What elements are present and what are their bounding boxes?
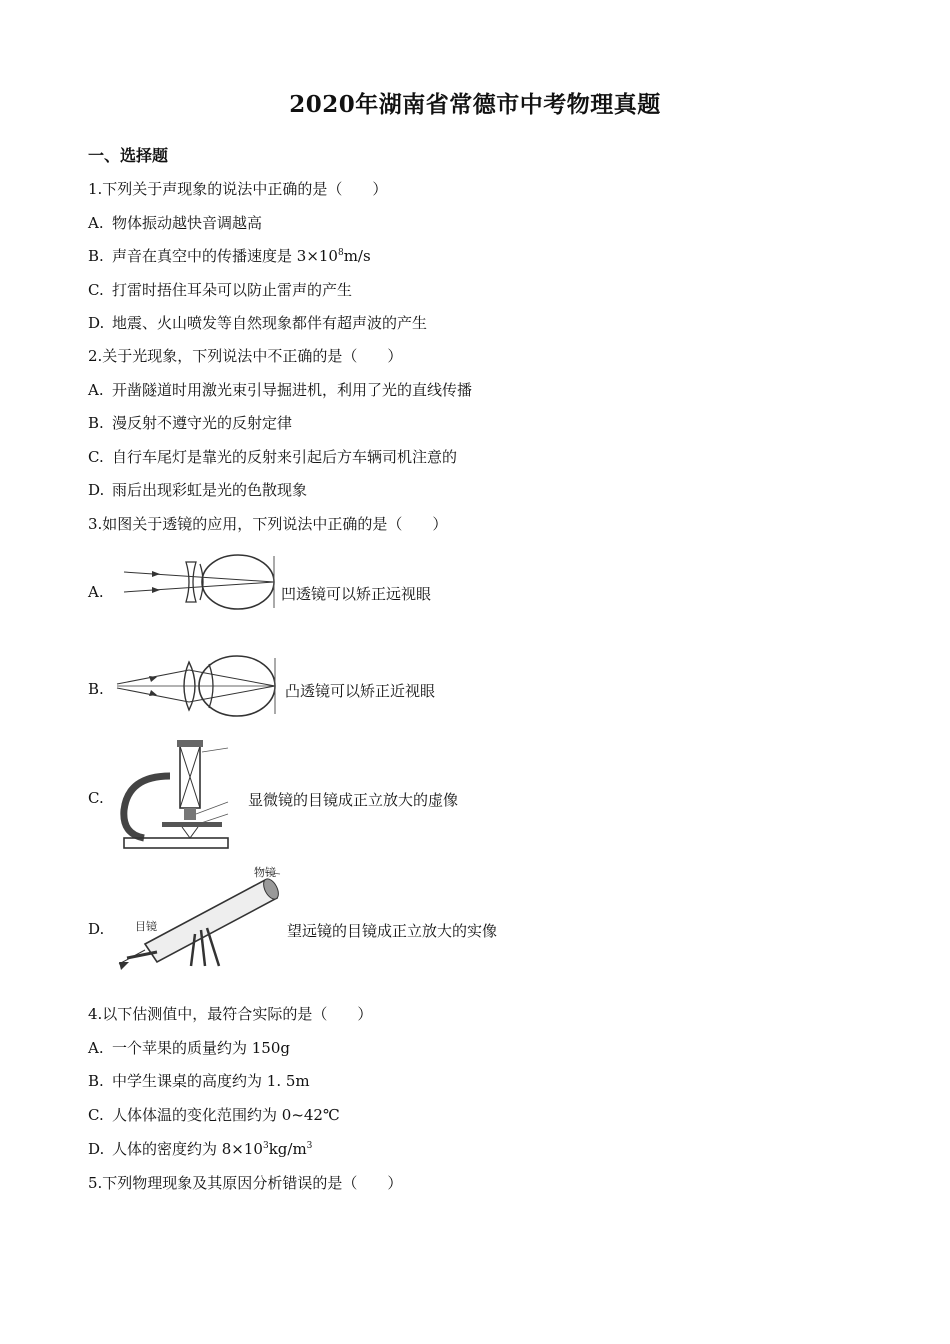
- superscript: 3: [306, 1141, 313, 1151]
- option-letter: A.: [88, 214, 104, 232]
- question-3-option-d-letter: D.: [88, 920, 105, 938]
- option-letter: B.: [88, 1072, 104, 1090]
- option-unit: m/s: [343, 247, 371, 265]
- question-3-option-d-text: 望远镜的目镜成正立放大的实像: [287, 922, 498, 940]
- option-letter: B.: [88, 414, 104, 432]
- option-text: 雨后出现彩虹是光的色散现象: [112, 481, 308, 499]
- document-title: 2020年湖南省常德市中考物理真题: [289, 91, 661, 118]
- question-2-option-b: [88, 412, 292, 433]
- question-4-option-b: [88, 1070, 310, 1091]
- question-2-stem: 2.关于光现象，下列说法中不正确的是（ ）: [88, 347, 403, 365]
- option-letter: D.: [88, 481, 105, 499]
- question-3-option-c-text: 显微镜的目镜成正立放大的虚像: [248, 791, 459, 809]
- question-3-stem: 3.如图关于透镜的应用，下列说法中正确的是（ ）: [88, 515, 448, 533]
- section-heading: 一、选择题: [88, 146, 169, 165]
- option-text: 漫反射不遵守光的反射定律: [112, 414, 293, 432]
- question-5-stem: 5.下列物理现象及其原因分析错误的是（ ）: [88, 1174, 403, 1192]
- question-3-option-b-text: 凸透镜可以矫正近视眼: [285, 682, 436, 700]
- telescope-diagram: [115, 866, 285, 976]
- option-letter: C.: [88, 448, 104, 466]
- question-4-option-d: [88, 1138, 312, 1159]
- question-3-option-a-text: 凹透镜可以矫正远视眼: [281, 585, 432, 603]
- option-text: 物体振动越快音调越高: [112, 214, 263, 232]
- question-2-option-d: [88, 479, 307, 500]
- question-2-option-c: [88, 446, 457, 467]
- question-1-option-b: [88, 245, 371, 266]
- option-text: 打雷时捂住耳朵可以防止雷声的产生: [112, 281, 353, 299]
- eyepiece-label: 目镜: [135, 920, 157, 933]
- question-1-option-a: [88, 212, 262, 233]
- option-letter: B.: [88, 247, 104, 265]
- superscript: 3: [262, 1141, 269, 1151]
- microscope-diagram: [110, 738, 245, 850]
- question-4-option-a: [88, 1037, 290, 1058]
- question-3-option-a-letter: A.: [88, 583, 104, 601]
- question-3-option-b-letter: B.: [88, 680, 104, 698]
- question-1-stem: 1.下列关于声现象的说法中正确的是（ ）: [88, 180, 388, 198]
- option-letter: C.: [88, 1106, 104, 1124]
- option-letter: D.: [88, 1140, 105, 1158]
- option-text: 声音在真空中的传播速度是 3×10: [112, 247, 338, 265]
- question-3-option-c-letter: C.: [88, 789, 104, 807]
- question-2-option-a: [88, 379, 472, 400]
- convex-lens-eye-diagram: [113, 650, 283, 720]
- option-letter: A.: [88, 381, 104, 399]
- option-letter: C.: [88, 281, 104, 299]
- option-text: 人体体温的变化范围约为 0~42℃: [112, 1106, 340, 1124]
- option-text: 一个苹果的质量约为 150g: [112, 1039, 291, 1057]
- option-letter: D.: [88, 314, 105, 332]
- superscript: 8: [337, 248, 344, 258]
- option-text: 人体的密度约为 8×10: [112, 1140, 263, 1158]
- option-text: 中学生课桌的高度约为 1. 5m: [112, 1072, 310, 1090]
- objective-lens-label: 物镜: [254, 866, 276, 879]
- option-text: 自行车尾灯是靠光的反射来引起后方车辆司机注意的: [112, 448, 458, 466]
- option-text: 地震、火山喷发等自然现象都伴有超声波的产生: [112, 314, 428, 332]
- question-1-option-c: [88, 279, 352, 300]
- option-letter: A.: [88, 1039, 104, 1057]
- option-text: 开凿隧道时用激光束引导掘进机，利用了光的直线传播: [112, 381, 473, 399]
- question-4-option-c: [88, 1104, 340, 1125]
- question-1-option-d: [88, 312, 427, 333]
- question-4-stem: 4.以下估测值中，最符合实际的是（ ）: [88, 1005, 373, 1023]
- concave-lens-eye-diagram: [120, 552, 280, 612]
- option-unit: kg/m: [268, 1140, 307, 1158]
